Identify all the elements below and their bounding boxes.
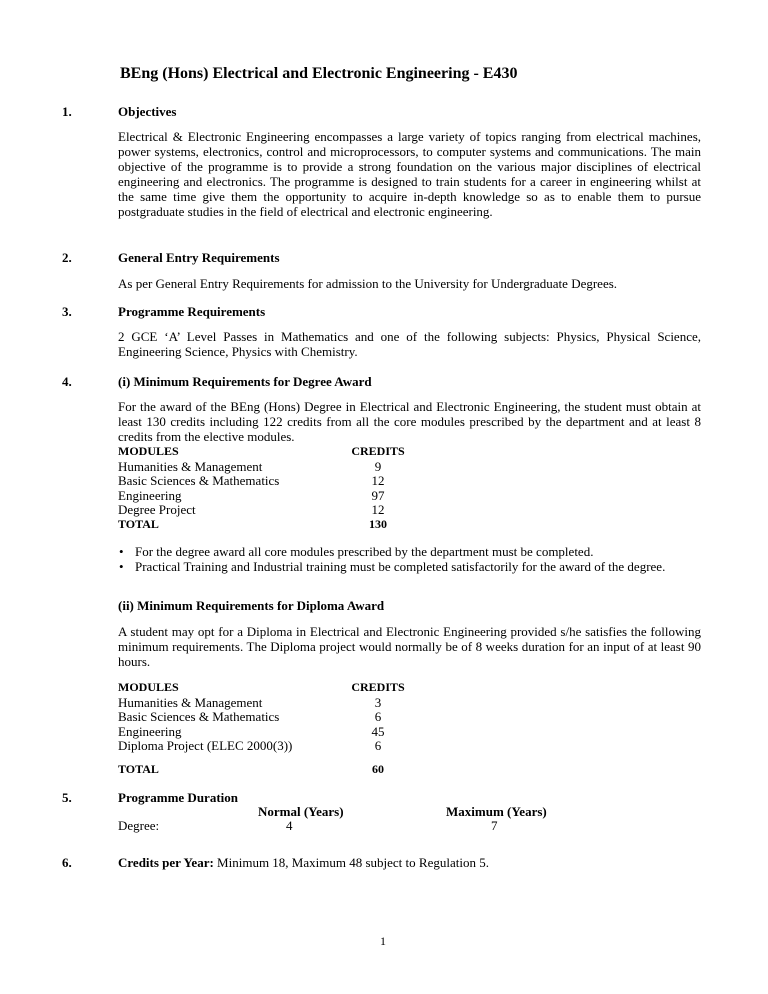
page-number: 1 [380,934,386,948]
credits-per-year [118,855,701,870]
module-credits: 12 [371,473,385,488]
table-row [118,488,438,503]
table-row [118,709,438,724]
module-credits: 3 [374,694,382,710]
table-row [118,738,438,753]
modules-header: MODULES [118,680,179,694]
table-row [118,473,438,488]
section-number: 4. [62,374,72,389]
maximum-years-header: Maximum (Years) [446,804,547,819]
list-item: • Practical Training and Industrial training must be completed satisfactorily for the award of the degree. [118,559,701,574]
section-heading: Objectives [118,104,177,119]
section-heading: Programme Requirements [118,304,266,319]
section-number: 5. [62,790,72,805]
module-name: Basic Sciences & Mathematics [118,473,280,488]
table-row [118,724,438,739]
list-item: • For the degree award all core modules prescribed by the department must be completed. [118,544,701,559]
total-label: TOTAL [118,516,159,531]
total-value: 130 [369,516,387,531]
table-row [118,502,438,517]
total-label: TOTAL [118,761,159,776]
module-name: Degree Project [118,502,196,517]
table-total-row [118,762,438,777]
table-total-row [118,517,438,532]
module-credits: 97 [371,487,385,503]
module-name: Humanities & Management [118,458,263,474]
credits-per-year-text: Minimum 18, Maximum 48 subject to Regulation 5. [213,855,489,870]
total-value: 60 [372,761,384,776]
section-heading: (i) Minimum Requirements for Degree Award [118,374,372,389]
section-number: 6. [62,855,72,870]
document-title: BEng (Hons) Electrical and Electronic Engineering - E430 [120,65,518,82]
table-header-row [118,680,438,695]
module-credits: 12 [371,502,385,517]
table-header-row [118,444,438,459]
diploma-award-paragraph: A student may opt for a Diploma in Electrical and Electronic Engineering provided s/he satisfies the following minimum requirements. The Diploma project would normally be of 8 weeks duration for an input of at least 90 hours. [118,624,701,669]
module-name: Basic Sciences & Mathematics [118,709,280,724]
entry-requirements-paragraph: As per General Entry Requirements for admission to the University for Undergraduate Degrees. [118,276,618,291]
section-number: 1. [62,104,72,119]
section-number: 2. [62,250,72,265]
sub-heading: (ii) Minimum Requirements for Diploma Award [118,598,385,613]
diploma-credits-table [118,680,438,776]
normal-years-header: Normal (Years) [258,804,344,819]
section-heading: Programme Duration [118,790,238,805]
modules-header: MODULES [118,444,179,458]
table-row [118,459,438,474]
objectives-paragraph: Electrical & Electronic Engineering encompasses a large variety of topics ranging from electrical machines, power systems, electronics, control and microprocessors, to computer systems and communications. The main objective of the programme is to provide a strong foundation on the various major disciplines of electrical engineering and electronics. The programme is designed to train students for a career in engineering whilst at the same time give them the opportunity to acquire in-depth knowledge so as to enable them to pursue postgraduate studies in the field of electrical and electronic engineering. [118,129,701,219]
degree-award-paragraph: For the award of the BEng (Hons) Degree in Electrical and Electronic Engineering, the student must obtain at least 130 credits including 122 credits from all the core modules prescribed by the department and at least 8 credits from the elective modules. [118,399,701,444]
credits-per-year-label: Credits per Year: [118,855,214,870]
module-credits: 9 [374,458,382,474]
section-heading: General Entry Requirements [118,250,280,265]
degree-credits-table [118,444,438,531]
module-name: Engineering [118,487,182,503]
credits-header: CREDITS [351,680,405,694]
module-name: Diploma Project (ELEC 2000(3)) [118,738,293,753]
degree-label: Degree: [118,818,160,833]
section-number: 3. [62,304,72,319]
module-name: Humanities & Management [118,694,263,710]
degree-award-notes [118,544,701,574]
table-row [118,695,438,710]
module-name: Engineering [118,723,182,739]
module-credits: 6 [374,709,382,724]
programme-requirements-paragraph: 2 GCE ‘A’ Level Passes in Mathematics and one of the following subjects: Physics, Physical Science, Engineering Science, Physics with Chemistry. [118,329,701,359]
credits-header: CREDITS [351,444,405,458]
maximum-years-value: 7 [491,818,498,833]
module-credits: 6 [374,738,382,753]
module-credits: 45 [371,723,385,739]
normal-years-value: 4 [286,818,293,833]
